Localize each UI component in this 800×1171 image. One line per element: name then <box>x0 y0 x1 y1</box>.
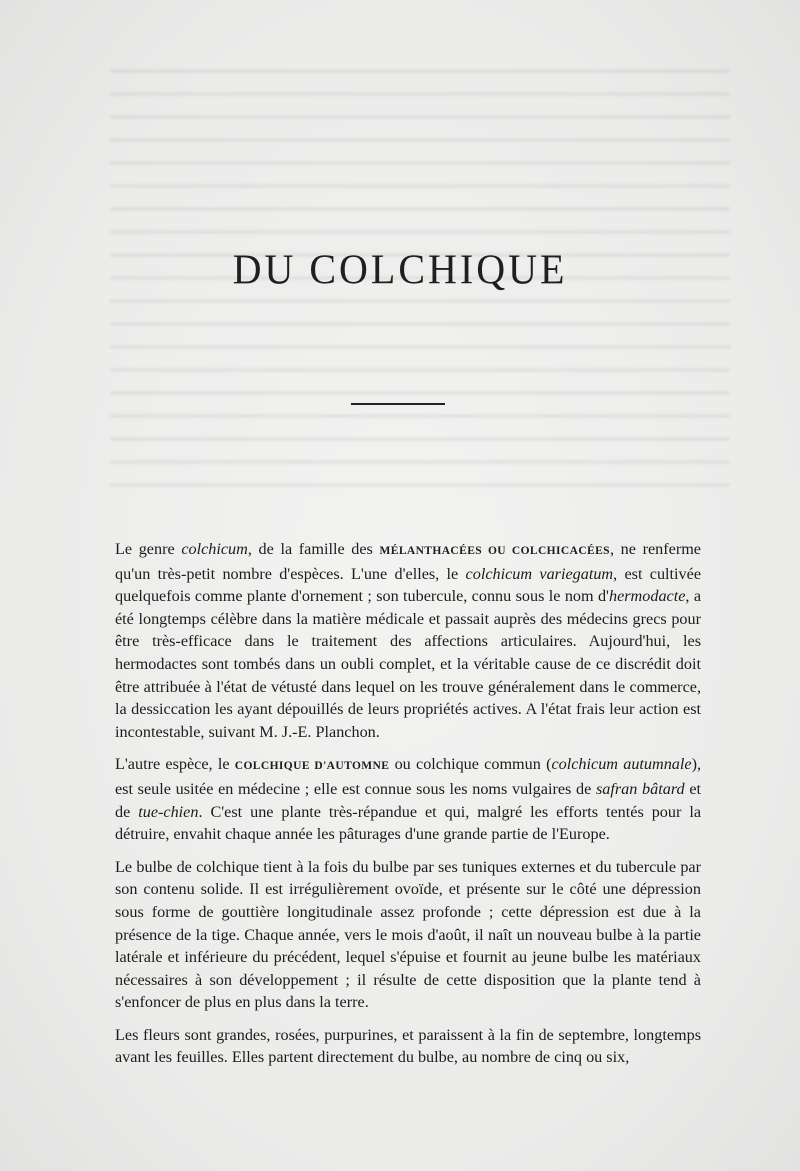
italic-text: colchicum <box>181 540 248 558</box>
text-run: Le genre <box>115 540 182 558</box>
text-run: Les fleurs sont grandes, rosées, purpurines, et paraissent à la fin de septembre, longtemps avant les feuilles. Elles partent directement du bulbe, au nombre de cinq ou six, <box>115 1025 701 1067</box>
text-run: , est cultivée quelquefois comme plante d'ornement ; son tubercule, connu sous le nom d' <box>115 564 702 606</box>
italic-text: tue-chien <box>138 802 199 821</box>
text-run: Le bulbe de colchique tient à la fois du bulbe par ses tuniques externes et du tubercule par son contenu solide. Il est irrégulièrement ovoïde, et présente sur le côté une dépression sous forme de gouttière longitudinale assez profonde ; cette dépression est due à la présence de la tige. Chaque année, vers le mois d'août, il naît un nouveau bulbe à la partie latérale et inférieure du précédent, lequel s'épuise et fournit au jeune bulbe les matériaux nécessaires à son développement ; il résulte de cette disposition que la plante tend à s'enfoncer de plus en plus dans la terre. <box>115 857 701 1012</box>
page-title: DU COLCHIQUE <box>232 245 568 294</box>
text-run: et de <box>115 779 701 821</box>
text-run: . C'est une plante très-répandue et qui, malgré les efforts tentés pour la détruire, envahit chaque année les pâturages d'une grande partie de l'Europe. <box>115 802 702 844</box>
text-run: , de la famille des <box>247 540 380 558</box>
italic-text: safran bâtard <box>595 779 685 798</box>
italic-text: colchicum variegatum <box>465 564 614 583</box>
text-run: L'autre espèce, le <box>115 755 235 774</box>
paragraph <box>115 856 701 1014</box>
italic-text: colchicum autumnale <box>551 755 692 774</box>
small-caps-text: COLCHIQUE D'AUTOMNE <box>234 760 390 773</box>
paragraph <box>115 753 701 845</box>
paragraph <box>115 538 701 743</box>
text-run: , ne renferme qu'un très-petit nombre d'espèces. L'une d'elles, le <box>115 540 701 583</box>
italic-text: hermodacte <box>608 587 686 606</box>
text-run: , a été longtemps célèbre dans la matière médicale et passait auprès des médecins grecs pour être très-efficace dans le traitement des affections articulaires. Aujourd'hui, les hermodactes sont tombés dans un oubli complet, et la véritable cause de ce discrédit doit être attribuée à l'état de vétusté dans lequel on les trouve généralement dans le commerce, la dessiccation les ayant dépouillés de leurs propriétés actives. A l'état frais leur action est incontestable, suivant M. J.-E. Planchon. <box>115 587 702 741</box>
text-run: ), est seule usitée en médecine ; elle est connue sous les noms vulgaires de <box>115 755 702 798</box>
paragraph <box>115 1024 701 1069</box>
title-rule <box>351 403 445 405</box>
small-caps-text: MÉLANTHACÉES OU COLCHICACÉES <box>379 545 610 557</box>
text-run: ou colchique commun ( <box>389 755 552 774</box>
body-text <box>115 538 701 1079</box>
